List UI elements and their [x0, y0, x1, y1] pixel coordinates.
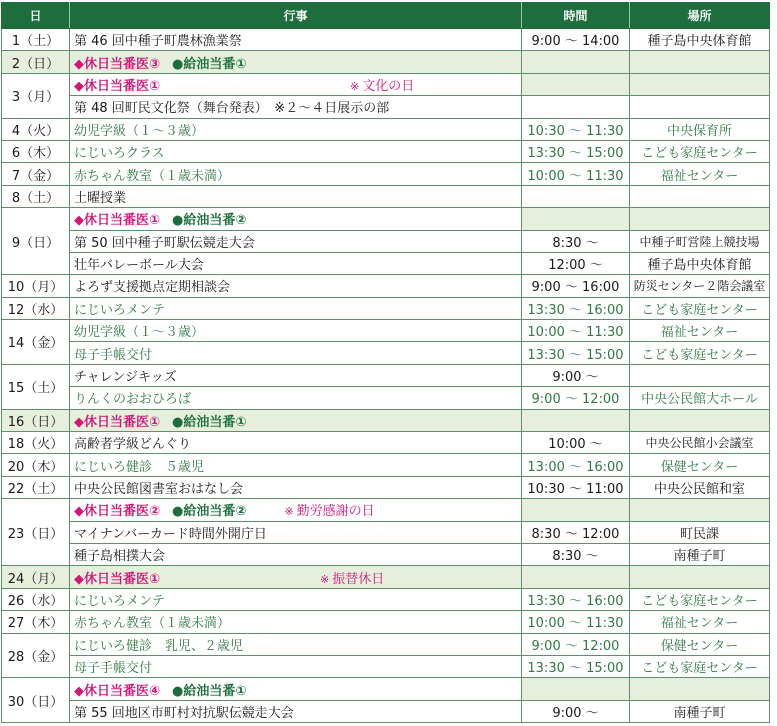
table-row — [2, 588, 770, 610]
duty-cell — [70, 566, 522, 588]
place-cell — [630, 409, 770, 431]
table-row — [2, 566, 770, 588]
day-cell: 30（日） — [2, 678, 70, 723]
table-row — [2, 499, 770, 521]
table-row — [2, 543, 770, 565]
table-row — [2, 700, 770, 722]
day-cell: 16（日） — [2, 409, 70, 431]
header-time: 時間 — [522, 3, 630, 29]
place-cell: 防災センター２階会議室 — [630, 275, 770, 297]
table-row — [2, 230, 770, 252]
place-cell — [630, 499, 770, 521]
time-cell — [522, 96, 630, 118]
time-cell: 10:00 ～ 11:30 — [522, 163, 630, 185]
table-row — [2, 185, 770, 207]
event-cell: 赤ちゃん教室（１歳未満） — [70, 163, 522, 185]
fuel-duty: ●給油当番① — [172, 414, 247, 430]
fuel-duty: ●給油当番② — [172, 504, 247, 520]
day-cell: 20（木） — [2, 454, 70, 476]
holiday-doctor-duty: ◆休日当番医③ — [74, 56, 161, 72]
event-cell: 幼児学級（１～３歳） — [70, 320, 522, 342]
time-cell — [522, 678, 630, 700]
event-cell: にじいろ健診 乳児、２歳児 — [70, 633, 522, 655]
place-cell — [630, 566, 770, 588]
table-row — [2, 320, 770, 342]
day-cell: 14（金） — [2, 320, 70, 365]
table-row — [2, 387, 770, 409]
time-cell — [522, 51, 630, 73]
time-cell: 8:30 ～ 12:00 — [522, 521, 630, 543]
time-cell — [522, 185, 630, 207]
day-cell: 23（日） — [2, 499, 70, 566]
header-row — [2, 3, 770, 29]
time-cell: 13:30 ～ 16:00 — [522, 588, 630, 610]
place-cell: こども家庭センター — [630, 342, 770, 364]
time-cell: 13:30 ～ 15:00 — [522, 140, 630, 162]
table-row — [2, 521, 770, 543]
day-cell: 22（土） — [2, 476, 70, 498]
table-row — [2, 118, 770, 140]
event-calendar-table — [1, 2, 770, 723]
event-cell: 幼児学級（１～３歳） — [70, 118, 522, 140]
time-cell: 9:00 ～ 14:00 — [522, 29, 630, 51]
place-cell: 福祉センター — [630, 163, 770, 185]
day-cell: 18（火） — [2, 432, 70, 454]
table-row — [2, 96, 770, 118]
place-cell: 中央公民館和室 — [630, 476, 770, 498]
place-cell: 種子島中央体育館 — [630, 29, 770, 51]
day-cell: 28（金） — [2, 633, 70, 678]
place-cell: 南種子町 — [630, 700, 770, 722]
table-row — [2, 454, 770, 476]
event-cell: にじいろクラス — [70, 140, 522, 162]
table-row — [2, 476, 770, 498]
duty-cell — [70, 678, 522, 700]
holiday-doctor-duty: ◆休日当番医① — [74, 213, 161, 229]
place-cell: 中央公民館小会議室 — [630, 432, 770, 454]
event-cell: りんくのおおひろば — [70, 387, 522, 409]
place-cell — [630, 208, 770, 230]
table-row — [2, 678, 770, 700]
time-cell: 8:30 ～ — [522, 230, 630, 252]
place-cell: 保健センター — [630, 633, 770, 655]
holiday-flag-icon: ※ — [320, 572, 330, 586]
time-cell: 9:00 ～ — [522, 364, 630, 386]
table-row — [2, 208, 770, 230]
place-cell: 保健センター — [630, 454, 770, 476]
event-cell: 母子手帳交付 — [70, 342, 522, 364]
fuel-duty: ●給油当番② — [172, 213, 247, 229]
event-cell: 第 48 回町民文化祭（舞台発表） ※２～４日展示の部 — [70, 96, 522, 118]
table-row — [2, 73, 770, 95]
table-row — [2, 29, 770, 51]
event-cell: にじいろ健診 ５歳児 — [70, 454, 522, 476]
place-cell: 福祉センター — [630, 611, 770, 633]
fuel-duty: ●給油当番① — [172, 56, 247, 72]
event-cell: チャレンジキッズ — [70, 364, 522, 386]
holiday-flag-icon: ※ — [284, 505, 294, 519]
time-cell: 10:00 ～ 11:30 — [522, 320, 630, 342]
event-cell: 壮年バレーボール大会 — [70, 252, 522, 274]
table-row — [2, 297, 770, 319]
table-row — [2, 633, 770, 655]
time-cell: 10:00 ～ 11:30 — [522, 611, 630, 633]
event-cell: マイナンバーカード時間外開庁日 — [70, 521, 522, 543]
table-row — [2, 342, 770, 364]
table-row — [2, 252, 770, 274]
table-row — [2, 409, 770, 431]
place-cell: 町民課 — [630, 521, 770, 543]
day-cell: 4（火） — [2, 118, 70, 140]
day-cell: 9（日） — [2, 208, 70, 275]
day-cell: 2（日） — [2, 51, 70, 73]
table-row — [2, 140, 770, 162]
place-cell: 南種子町 — [630, 543, 770, 565]
time-cell: 9:00 ～ 12:00 — [522, 633, 630, 655]
time-cell — [522, 73, 630, 95]
table-row — [2, 364, 770, 386]
time-cell: 13:00 ～ 16:00 — [522, 454, 630, 476]
place-cell: こども家庭センター — [630, 140, 770, 162]
holiday-doctor-duty: ◆休日当番医① — [74, 414, 161, 430]
time-cell: 9:00 ～ 12:00 — [522, 387, 630, 409]
time-cell — [522, 566, 630, 588]
place-cell: こども家庭センター — [630, 588, 770, 610]
holiday-doctor-duty: ◆休日当番医① — [74, 571, 161, 587]
table-row — [2, 655, 770, 677]
holiday-name: 振替休日 — [332, 571, 385, 587]
place-cell: 中央保育所 — [630, 118, 770, 140]
day-cell: 10（月） — [2, 275, 70, 297]
time-cell — [522, 409, 630, 431]
holiday-flag-icon: ※ — [350, 79, 360, 93]
header-day: 日 — [2, 3, 70, 29]
table-row — [2, 163, 770, 185]
day-cell: 26（水） — [2, 588, 70, 610]
time-cell: 10:30 ～ 11:00 — [522, 476, 630, 498]
time-cell: 9:00 ～ 16:00 — [522, 275, 630, 297]
duty-cell — [70, 51, 522, 73]
day-cell: 7（金） — [2, 163, 70, 185]
day-cell: 8（土） — [2, 185, 70, 207]
day-cell: 1（土） — [2, 29, 70, 51]
event-cell: 赤ちゃん教室（１歳未満） — [70, 611, 522, 633]
event-cell: 第 50 回中種子町駅伝競走大会 — [70, 230, 522, 252]
holiday-name: 勤労感謝の日 — [296, 504, 375, 520]
place-cell: 中央公民館大ホール — [630, 387, 770, 409]
event-cell: よろず支援拠点定期相談会 — [70, 275, 522, 297]
place-cell — [630, 51, 770, 73]
day-cell: 3（月） — [2, 73, 70, 118]
header-place: 場所 — [630, 3, 770, 29]
holiday-doctor-duty: ◆休日当番医④ — [74, 683, 161, 699]
place-cell: 中種子町営陸上競技場 — [630, 230, 770, 252]
holiday-doctor-duty: ◆休日当番医② — [74, 504, 161, 520]
table-row — [2, 611, 770, 633]
time-cell: 9:00 ～ — [522, 700, 630, 722]
place-cell: 種子島中央体育館 — [630, 252, 770, 274]
day-cell: 15（土） — [2, 364, 70, 409]
fuel-duty: ●給油当番① — [172, 683, 247, 699]
event-cell: 種子島相撲大会 — [70, 543, 522, 565]
holiday-name: 文化の日 — [362, 78, 415, 94]
table-row — [2, 51, 770, 73]
place-cell: こども家庭センター — [630, 655, 770, 677]
table-row — [2, 432, 770, 454]
place-cell — [630, 73, 770, 95]
event-cell: 第 55 回地区市町村対抗駅伝競走大会 — [70, 700, 522, 722]
event-cell: 母子手帳交付 — [70, 655, 522, 677]
time-cell: 10:30 ～ 11:30 — [522, 118, 630, 140]
duty-cell — [70, 73, 522, 95]
day-cell: 27（木） — [2, 611, 70, 633]
day-cell: 12（水） — [2, 297, 70, 319]
duty-cell — [70, 409, 522, 431]
event-cell: 土曜授業 — [70, 185, 522, 207]
place-cell — [630, 364, 770, 386]
time-cell: 10:00 ～ — [522, 432, 630, 454]
time-cell: 12:00 ～ — [522, 252, 630, 274]
table-row — [2, 275, 770, 297]
time-cell — [522, 499, 630, 521]
day-cell: 24（月） — [2, 566, 70, 588]
event-cell: にじいろメンテ — [70, 588, 522, 610]
event-cell: にじいろメンテ — [70, 297, 522, 319]
time-cell — [522, 208, 630, 230]
time-cell: 13:30 ～ 15:00 — [522, 655, 630, 677]
time-cell: 13:30 ～ 15:00 — [522, 342, 630, 364]
event-cell: 第 46 回中種子町農林漁業祭 — [70, 29, 522, 51]
place-cell: 福祉センター — [630, 320, 770, 342]
event-cell: 高齢者学級どんぐり — [70, 432, 522, 454]
time-cell: 13:30 ～ 16:00 — [522, 297, 630, 319]
place-cell — [630, 96, 770, 118]
header-event: 行事 — [70, 3, 522, 29]
time-cell: 8:30 ～ — [522, 543, 630, 565]
place-cell: こども家庭センター — [630, 297, 770, 319]
place-cell — [630, 185, 770, 207]
holiday-doctor-duty: ◆休日当番医① — [74, 78, 161, 94]
calendar-table-wrap — [1, 2, 769, 723]
event-cell: 中央公民館図書室おはなし会 — [70, 476, 522, 498]
duty-cell — [70, 208, 522, 230]
place-cell — [630, 678, 770, 700]
day-cell: 6（木） — [2, 140, 70, 162]
duty-cell — [70, 499, 522, 521]
